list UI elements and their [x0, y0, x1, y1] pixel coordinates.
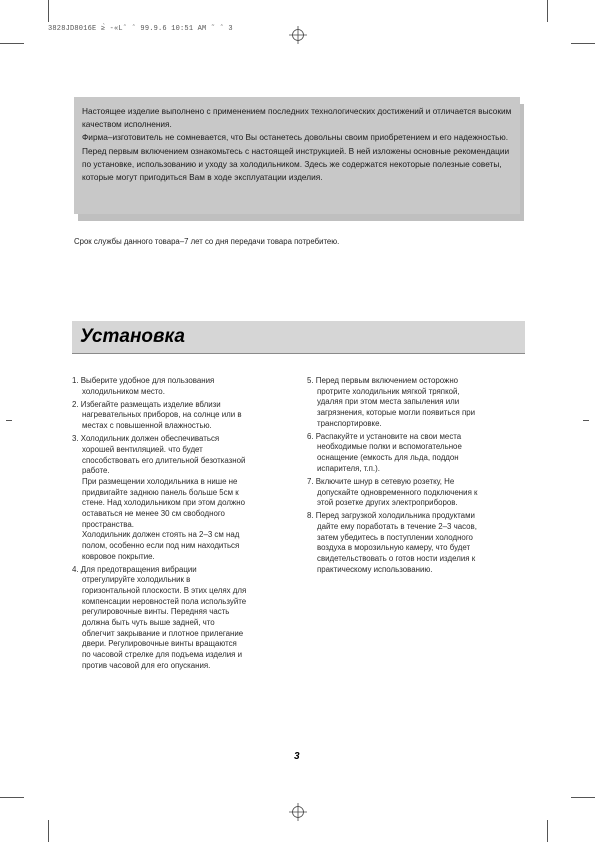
- intro-paragraph: Фирма–изготовитель не сомневается, что Вы останетесь довольны своим приобретением и его надежностью.: [82, 132, 509, 143]
- crop-mark-bottom-right-vertical: [547, 820, 548, 842]
- instruction-item: 4. Для предотвращения вибрации отрегулируйте холодильник в горизонтальной плоскости. В этих целях для компенсации неровностей пола используйте регулировочные винты. Передняя часть должна быть чуть выше задней, что облегчит закрывание и плотное прилегание двери. Регулировочные винты вращаются по часовой стрелке для подъема изделия и против часовой для его опускания.: [72, 564, 247, 670]
- intro-text: [82, 105, 516, 184]
- instruction-item: 8. Перед загрузкой холодильника продуктами дайте ему поработать в течение 2–3 часов, затем убедитесь в поступлении холодного воздуха в морозильную камеру, что будет свидетельствовать о готов ности изделия к практическому использованию.: [307, 511, 477, 574]
- crop-mark-bottom-left-vertical: [48, 820, 49, 842]
- section-title: Установка: [80, 326, 185, 347]
- section-header-rule: [72, 353, 525, 354]
- instruction-item: 5. Перед первым включением осторожно протрите холодильник мягкой тряпкой, удаляя при этом места запыления или загрязнения, которые могли появиться при транспортировке.: [307, 376, 476, 428]
- instruction-item: 2. Избегайте размещать изделие вблизи нагревательных приборов, на солнце или в местах с повышенной влажностью.: [72, 399, 242, 431]
- page-number: 3: [294, 751, 300, 762]
- instructions-right-column: [307, 376, 529, 578]
- crop-mark-mid-left: [6, 420, 12, 421]
- crop-mark-bottom-left: [0, 797, 24, 798]
- crop-mark-top-left: [0, 43, 24, 44]
- instruction-item: 1. Выберите удобное для пользования холодильником место.: [72, 376, 215, 396]
- crop-mark-mid-right: [583, 420, 589, 421]
- crop-mark-top-left-vertical: [48, 0, 49, 22]
- instruction-item: 7. Включите шнур в сетевую розетку, Не допускайте одновременного подключения к этой розетке других электроприборов.: [307, 476, 478, 508]
- intro-paragraph: Перед первым включением ознакомьтесь с настоящей инструкцией. В ней изложены основные рекомендации по установке, использованию и уходу за холодильником. Здесь же содержатся некоторые полезные советы, которые могут пригодиться Вам в ходе эксплуатации изделия.: [82, 145, 510, 183]
- crop-mark-top-right-vertical: [547, 0, 548, 22]
- instruction-item: 3. Холодильник должен обеспечиваться хорошей вентиляцией. что будет способствовать его длительной безотказной работе. При размещении холодильника в нише не придвигайте заднюю панель больше 5см к стене. Над холодильником при этом должно оставаться не менее 30 см свободного пространства. Холодильник должен стоять на 2–3 см над полом, особенно если под ним находиться ковровое покрытие.: [72, 434, 246, 561]
- registration-mark-bottom-icon: [289, 803, 307, 821]
- crop-mark-top-right: [571, 43, 595, 44]
- print-slug: 3828JD8016E ≥̀ -«Lˆ ˆ 99.9.6 10:51 AM ˜ ˆ 3: [48, 25, 233, 33]
- intro-box: [74, 97, 520, 214]
- crop-mark-bottom-right: [571, 797, 595, 798]
- service-life-note: Срок службы данного товара–7 лет со дня передачи товара потребитею.: [74, 237, 340, 246]
- instructions-left-column: [72, 376, 294, 674]
- intro-paragraph: Настоящее изделие выполнено с применением последних технологических достижений и отличается высоким качеством исполнения.: [82, 106, 512, 130]
- instruction-item: 6. Распакуйте и установите на свои места необходимые полки и вспомогательное оснащение (емкость для льда, поддон испарителя, т.п.).: [307, 431, 462, 473]
- registration-mark-top-icon: [289, 26, 307, 44]
